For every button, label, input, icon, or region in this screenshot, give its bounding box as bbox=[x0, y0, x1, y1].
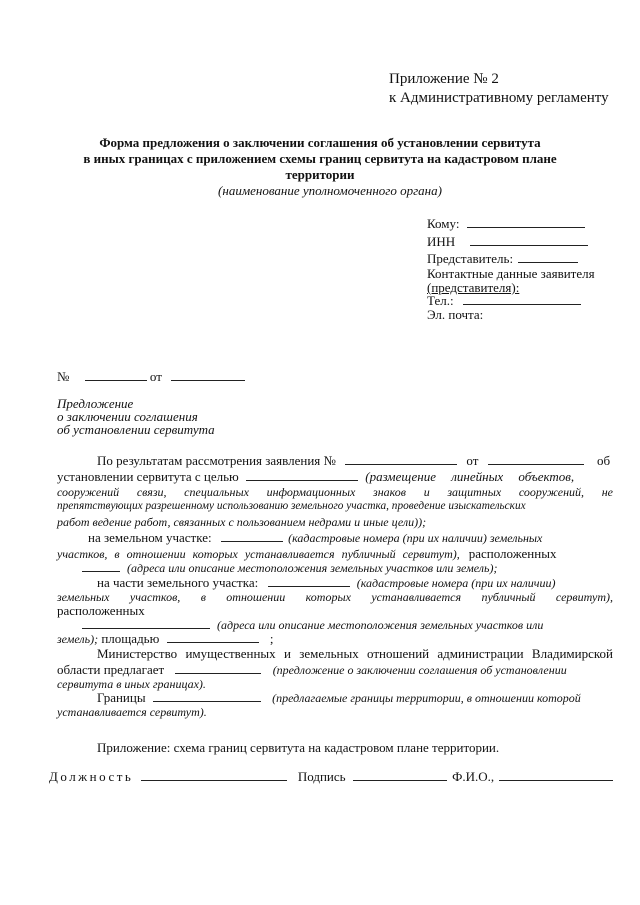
p7-italic: участков, в отношении которых устанавливается публичный сервитут), bbox=[57, 547, 460, 561]
body-p3: сооружений связи, специальных информационных знаков и защитных сооружений, не bbox=[57, 485, 613, 499]
p13-end: ; bbox=[269, 631, 274, 646]
body-p10: земельных участков, в отношении которых устанавливается публичный сервитут), bbox=[57, 590, 613, 604]
body-p9 bbox=[97, 575, 556, 591]
cadastral-number-field[interactable] bbox=[221, 540, 283, 542]
p8-hint: (адреса или описание местоположения земельных участков или земель); bbox=[127, 561, 498, 575]
body-p17 bbox=[97, 690, 581, 706]
date-from-label: от bbox=[149, 369, 162, 384]
p9-text: на части земельного участка: bbox=[97, 575, 259, 590]
authority-subtitle: (наименование уполномоченного органа) bbox=[218, 183, 442, 198]
proposal-field[interactable] bbox=[175, 672, 261, 674]
p17-text: Границы bbox=[97, 690, 146, 705]
recipient-inn bbox=[427, 234, 588, 250]
p1-from: от bbox=[466, 453, 479, 468]
body-p14: Министерство имущественных и земельных отношений администрации Владимирской bbox=[97, 646, 613, 661]
p15-text: области предлагает bbox=[57, 662, 165, 677]
body-p16: сервитута в иных границах). bbox=[57, 677, 206, 691]
contacts-label-line2: (представителя): bbox=[427, 280, 520, 295]
position-label: Должность bbox=[49, 769, 134, 784]
representative-field[interactable] bbox=[518, 261, 578, 263]
appendix-label: Приложение № 2 bbox=[389, 71, 499, 87]
p15-hint: (предложение о заключении соглашения об установлении bbox=[272, 663, 567, 677]
body-p2 bbox=[57, 469, 574, 485]
boundaries-field[interactable] bbox=[153, 700, 261, 702]
recipient-to bbox=[427, 216, 585, 232]
number-label: № bbox=[57, 369, 70, 384]
sign-label: Подпись bbox=[297, 769, 346, 784]
recipient-representative bbox=[427, 251, 578, 267]
sign-field[interactable] bbox=[353, 779, 447, 781]
p2-hint: (размещение линейных объектов, bbox=[365, 469, 575, 484]
fio-label: Ф.И.О. bbox=[452, 769, 491, 784]
recipient-to-label: Кому: bbox=[427, 216, 460, 231]
form-title-line1: Форма предложения о заключении соглашения об установлении сервитута bbox=[99, 135, 541, 150]
p12-hint: (адреса или описание местоположения земельных участков или bbox=[217, 618, 544, 632]
form-title-line3: территории bbox=[285, 167, 355, 182]
location-field[interactable] bbox=[82, 570, 120, 572]
recipient-to-field[interactable] bbox=[467, 226, 585, 228]
proposal-heading-line2: о заключении соглашения bbox=[57, 409, 198, 424]
body-p6 bbox=[88, 530, 542, 546]
p17-hint: (предлагаемые границы территории, в отношении которой bbox=[272, 691, 581, 705]
application-date-field[interactable] bbox=[488, 463, 584, 465]
phone-field[interactable] bbox=[463, 303, 581, 305]
p13-italic: земель); bbox=[57, 632, 99, 646]
signature-row: Должность Подпись Ф.И.О., bbox=[49, 769, 613, 785]
p1-about: об bbox=[596, 453, 611, 468]
p6-hint: (кадастровые номера (при их наличии) земельных bbox=[288, 531, 543, 545]
p9-hint: (кадастровые номера (при их наличии) bbox=[356, 576, 556, 590]
attachment-line: Приложение: схема границ сервитута на кадастровом плане территории. bbox=[97, 740, 500, 755]
body-p7 bbox=[57, 546, 613, 562]
form-title-line2: в иных границах с приложением схемы границ сервитута на кадастровом плане bbox=[83, 151, 557, 166]
p2-text: установлении сервитута с целью bbox=[57, 469, 239, 484]
regulation-label: к Административному регламенту bbox=[389, 90, 609, 106]
body-p11: расположенных bbox=[57, 603, 145, 618]
body-p8 bbox=[82, 561, 497, 576]
proposal-heading-line1: Предложение bbox=[57, 396, 134, 411]
p7-plain: расположенных bbox=[468, 546, 557, 561]
p6-text: на земельном участке: bbox=[88, 530, 212, 545]
body-p4: препятствующих разрешенному использованию земельного участка, проведение изыскательских bbox=[57, 500, 526, 512]
recipient-inn-label: ИНН bbox=[427, 234, 456, 249]
body-p5: работ ведение работ, связанных с пользованием недрами и иные цели)); bbox=[57, 515, 427, 529]
fio-field[interactable] bbox=[499, 779, 613, 781]
p1-text: По результатам рассмотрения заявления № bbox=[97, 453, 336, 468]
part-location-field[interactable] bbox=[82, 627, 210, 629]
part-cadastral-field[interactable] bbox=[268, 585, 350, 587]
body-p15 bbox=[57, 662, 613, 678]
body-p1 bbox=[97, 453, 610, 469]
proposal-heading-line3: об установлении сервитута bbox=[57, 422, 215, 437]
p13-area-label: площадью bbox=[101, 631, 160, 646]
representative-label: Представитель: bbox=[427, 251, 514, 266]
date-field[interactable] bbox=[171, 379, 245, 381]
application-number-field[interactable] bbox=[345, 463, 457, 465]
body-p18: устанавливается сервитут). bbox=[57, 705, 207, 719]
body-p13 bbox=[57, 631, 613, 647]
phone-label: Тел.: bbox=[427, 293, 454, 308]
email-label: Эл. почта: bbox=[427, 307, 484, 322]
position-field[interactable] bbox=[141, 779, 287, 781]
number-date-row bbox=[57, 369, 245, 385]
purpose-field[interactable] bbox=[246, 479, 358, 481]
contacts-label-line1: Контактные данные заявителя bbox=[427, 266, 595, 281]
recipient-inn-field[interactable] bbox=[470, 244, 588, 246]
area-field[interactable] bbox=[167, 641, 259, 643]
number-field[interactable] bbox=[85, 379, 147, 381]
